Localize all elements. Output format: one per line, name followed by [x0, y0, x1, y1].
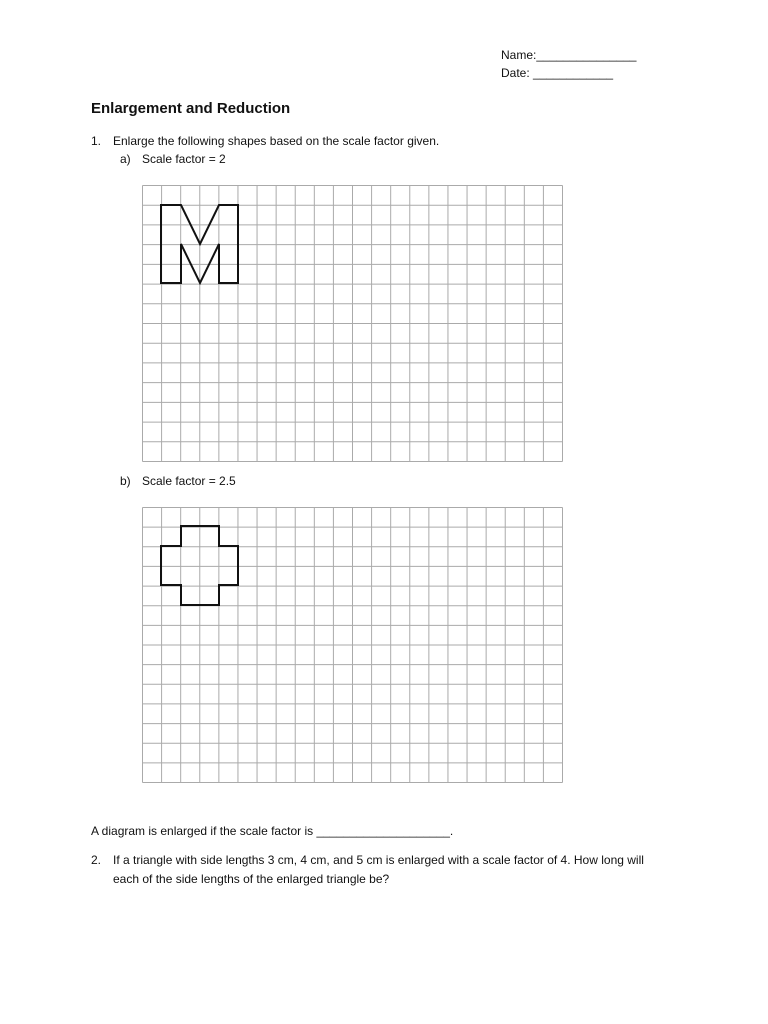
part-b-letter: b): [120, 474, 131, 488]
question-2-line-1: If a triangle with side lengths 3 cm, 4 cm, and 5 cm is enlarged with a scale factor of 4. How long will: [113, 853, 644, 867]
part-a-text: Scale factor = 2: [142, 152, 226, 166]
question-2-number: 2.: [91, 853, 102, 867]
part-a-letter: a): [120, 152, 131, 166]
grid-b[interactable]: [142, 507, 563, 783]
question-1-text: Enlarge the following shapes based on the scale factor given.: [113, 134, 440, 148]
name-field[interactable]: Name:_______________: [501, 48, 637, 62]
question-1-number: 1.: [91, 134, 102, 148]
grid-a-lines: [143, 186, 563, 462]
grid-a[interactable]: [142, 185, 563, 462]
page-title: Enlargement and Reduction: [91, 100, 291, 117]
question-2-line-2: each of the side lengths of the enlarged triangle be?: [113, 872, 390, 886]
grid-b-lines: [143, 508, 563, 783]
date-field[interactable]: Date: ____________: [501, 66, 614, 80]
fill-in-sentence[interactable]: A diagram is enlarged if the scale factor is ____________________.: [91, 824, 454, 838]
part-b-text: Scale factor = 2.5: [142, 474, 236, 488]
